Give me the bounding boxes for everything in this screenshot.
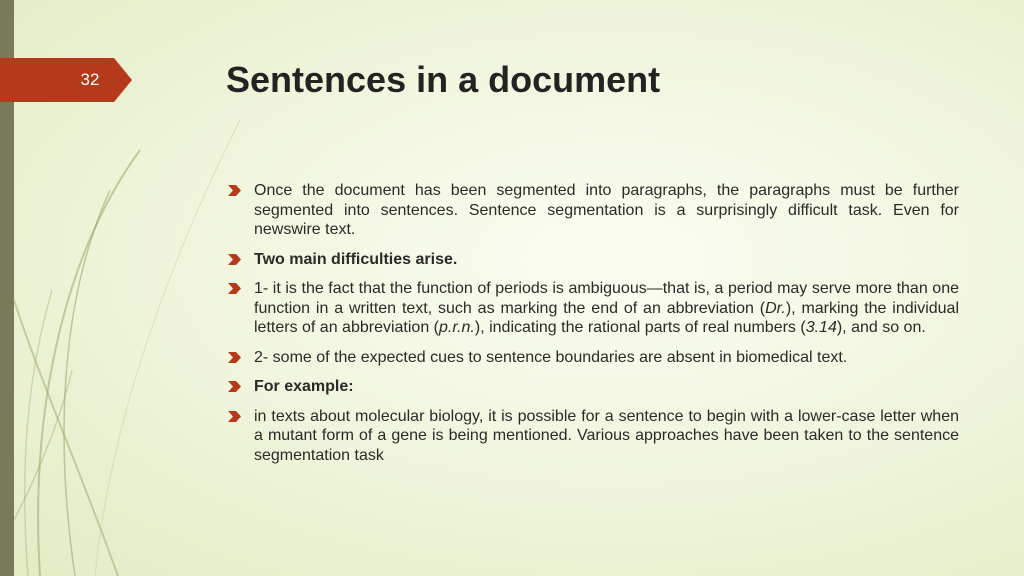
bullet-text (254, 251, 457, 268)
italic-example: 3.14 (805, 319, 837, 336)
bullet-item (228, 279, 959, 338)
italic-example: Dr. (765, 299, 786, 317)
slide-number-badge (0, 58, 132, 102)
text-segment: ), indicating the rational parts of real numbers ( (474, 319, 806, 336)
text-segment: Once the document has been segmented into paragraphs, the paragraphs must be further segmented into sentences. Sentence segmentation is a surprisingly difficult task. Even for newswire text. (254, 182, 959, 238)
text-segment: 2- some of the expected cues to sentence boundaries are absent in biomedical text. (254, 348, 848, 366)
arrow-bullet-icon (228, 411, 241, 422)
bullet-item (228, 181, 959, 240)
arrow-bullet-icon (228, 283, 241, 294)
bullet-item (228, 348, 959, 368)
bullet-text (254, 182, 959, 238)
text-segment: 1- it is the fact that the function of periods is ambiguous—that is, a period may serve more than one function in a written text, such as marking the end of an abbreviation ( (254, 280, 959, 317)
arrow-bullet-icon (228, 185, 241, 196)
arrow-bullet-icon (228, 352, 241, 363)
text-segment: ), marking the individual letters of an abbreviation ( (254, 299, 960, 336)
bullet-item (228, 407, 959, 466)
bullet-item (228, 377, 959, 397)
bullet-text (254, 378, 354, 395)
text-segment: Two main difficulties arise. (254, 250, 458, 268)
italic-example: p.r.n. (439, 319, 475, 336)
slide-number: 32 (80, 70, 100, 89)
text-segment: ), and so on. (836, 319, 926, 336)
slide-title: Sentences in a document (226, 59, 661, 100)
bullet-item (228, 250, 959, 270)
bullet-text (254, 408, 959, 464)
text-segment: in texts about molecular biology, it is possible for a sentence to begin with a lower-case letter when a mutant form of a gene is being mentioned. Various approaches have been taken to the sentence segmentation task (254, 407, 959, 464)
bullet-text (254, 280, 959, 336)
bullet-list (228, 181, 959, 475)
arrow-bullet-icon (228, 254, 241, 265)
bullet-text (254, 349, 847, 366)
text-segment: For example: (254, 378, 354, 395)
arrow-bullet-icon (228, 381, 241, 392)
